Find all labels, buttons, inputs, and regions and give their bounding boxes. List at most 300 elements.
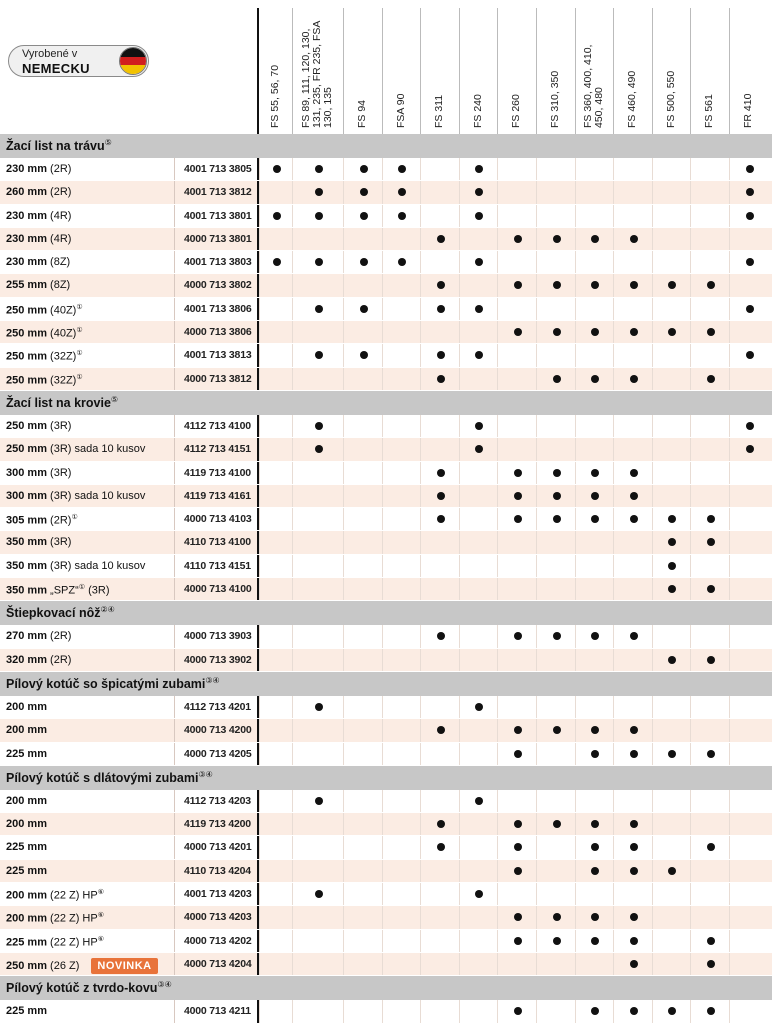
row-label: 200 mm (22 Z) HP⑥ [6, 912, 104, 925]
cell-divider [174, 555, 175, 577]
compat-cell [690, 368, 729, 390]
compat-cell [292, 625, 343, 647]
column-divider [729, 8, 730, 134]
compat-cell [459, 696, 497, 718]
compat-cell [259, 790, 292, 812]
compat-cell [652, 321, 690, 343]
section-title: Pílový kotúč s dlátovými zubami③④ [6, 769, 213, 785]
compat-cell [729, 415, 768, 437]
compat-cell [292, 906, 343, 928]
compat-cell [497, 836, 536, 858]
compat-cell [536, 813, 575, 835]
made-in-germany-badge [8, 45, 149, 77]
column-header: FS 500, 550 [664, 70, 677, 128]
row-label: 230 mm (4R) [6, 209, 72, 222]
compatible-dot [315, 188, 323, 196]
compatible-dot [398, 258, 406, 266]
compat-cell [420, 883, 459, 905]
compat-cell [382, 1000, 420, 1022]
part-number: 4001 713 3812 [184, 186, 252, 199]
compat-cell [729, 205, 768, 227]
compat-cell [536, 205, 575, 227]
section-header [0, 601, 772, 625]
compat-cell [259, 508, 292, 530]
row-label: 300 mm (3R) [6, 466, 72, 479]
compat-cell [652, 906, 690, 928]
compat-cell [259, 321, 292, 343]
compat-cell [536, 906, 575, 928]
compat-cell [292, 205, 343, 227]
compat-cell [420, 251, 459, 273]
german-flag-icon [119, 47, 147, 75]
compatible-dot [707, 960, 715, 968]
compat-cell [613, 415, 652, 437]
compatible-dot [360, 212, 368, 220]
row-label: 225 mm [6, 1005, 47, 1018]
compatible-dot [630, 726, 638, 734]
compat-cell [652, 274, 690, 296]
compat-cell [536, 298, 575, 320]
cell-divider [174, 883, 175, 905]
compat-cell [459, 205, 497, 227]
compat-cell [292, 181, 343, 203]
cell-divider [174, 860, 175, 882]
compat-cell [729, 860, 768, 882]
compat-cell [292, 508, 343, 530]
compatible-dot [707, 281, 715, 289]
compat-cell [690, 415, 729, 437]
compat-cell [613, 228, 652, 250]
section-title: Pílový kotúč so špicatými zubami③④ [6, 675, 220, 692]
row-label: 350 mm (3R) sada 10 kusov [6, 559, 146, 572]
compat-cell [536, 531, 575, 553]
cell-divider [174, 321, 175, 343]
compatible-dot [746, 445, 754, 453]
compat-cell [292, 438, 343, 460]
row-label: 200 mm [6, 700, 47, 713]
compatible-dot [475, 212, 483, 220]
compatible-dot [707, 937, 715, 945]
compat-cell [497, 578, 536, 600]
compatible-dot [591, 375, 599, 383]
compat-cell [690, 274, 729, 296]
compat-cell [536, 462, 575, 484]
compat-cell [497, 462, 536, 484]
part-number: 4112 713 4100 [184, 419, 251, 432]
compatible-dot [707, 1007, 715, 1015]
row-label: 250 mm (3R) sada 10 kusov [6, 443, 146, 456]
table-row [0, 696, 772, 719]
compat-cell [259, 158, 292, 180]
cell-divider [174, 508, 175, 530]
compatible-dot [437, 632, 445, 640]
compat-cell [536, 719, 575, 741]
compat-cell [613, 790, 652, 812]
section-header [0, 976, 772, 1000]
compat-cell [690, 790, 729, 812]
cell-divider [174, 368, 175, 390]
compatible-dot [630, 937, 638, 945]
compat-cell [259, 953, 292, 975]
compat-cell [382, 836, 420, 858]
compat-cell [292, 743, 343, 765]
compat-cell [690, 1000, 729, 1022]
table-row [0, 1000, 772, 1023]
compatible-dot [630, 375, 638, 383]
compatible-dot [707, 656, 715, 664]
table-row [0, 531, 772, 554]
compat-cell [652, 181, 690, 203]
compat-cell [343, 508, 382, 530]
compat-cell [382, 368, 420, 390]
compat-cell [343, 930, 382, 952]
table-row [0, 181, 772, 204]
compatible-dot [514, 726, 522, 734]
compat-cell [652, 813, 690, 835]
part-number: 4001 713 4203 [184, 888, 252, 901]
compat-cell [497, 649, 536, 671]
table-row [0, 228, 772, 251]
table-header [0, 0, 772, 134]
compat-cell [459, 228, 497, 250]
column-header: FS 460, 490 [626, 70, 638, 128]
compatible-dot [591, 750, 599, 758]
compat-cell [613, 274, 652, 296]
compat-cell [613, 953, 652, 975]
compatible-dot [630, 1007, 638, 1015]
compat-cell [729, 953, 768, 975]
compat-cell [382, 298, 420, 320]
compat-cell [575, 368, 613, 390]
compat-cell [382, 344, 420, 366]
compat-cell [292, 321, 343, 343]
compat-cell [536, 555, 575, 577]
compatible-dot [553, 820, 561, 828]
table-row [0, 813, 772, 836]
table-row [0, 625, 772, 648]
part-number: 4119 713 4161 [184, 489, 251, 502]
part-number: 4000 713 4203 [184, 911, 252, 924]
table-row [0, 578, 772, 601]
compat-cell [292, 485, 343, 507]
compat-cell [536, 438, 575, 460]
compat-cell [729, 462, 768, 484]
compat-cell [259, 906, 292, 928]
compatible-dot [273, 258, 281, 266]
table-row [0, 906, 772, 929]
compat-cell [729, 790, 768, 812]
compat-cell [420, 860, 459, 882]
compat-cell [575, 415, 613, 437]
compat-cell [292, 860, 343, 882]
table-row [0, 298, 772, 321]
compat-cell [729, 344, 768, 366]
column-divider [257, 8, 259, 134]
column-header: FS 240 [471, 94, 484, 128]
column-divider [459, 8, 460, 134]
compat-cell [497, 883, 536, 905]
compatible-dot [514, 492, 522, 500]
compatible-dot [315, 890, 323, 898]
compat-cell [382, 719, 420, 741]
compatible-dot [360, 305, 368, 313]
compat-cell [343, 228, 382, 250]
compatible-dot [630, 632, 638, 640]
table-row [0, 415, 772, 438]
compatible-dot [437, 820, 445, 828]
cell-divider [174, 251, 175, 273]
compat-cell [690, 625, 729, 647]
cell-divider [174, 438, 175, 460]
part-number: 4001 713 3806 [184, 302, 252, 315]
compat-cell [459, 555, 497, 577]
compat-cell [729, 298, 768, 320]
compat-cell [420, 578, 459, 600]
compat-cell [729, 228, 768, 250]
compat-cell [536, 228, 575, 250]
compat-cell [497, 531, 536, 553]
compatible-dot [514, 515, 522, 523]
section-title: Žací list na krovie⑤ [6, 394, 119, 411]
compat-cell [343, 813, 382, 835]
compat-cell [497, 508, 536, 530]
compatible-dot [315, 797, 323, 805]
compat-cell [613, 368, 652, 390]
compat-cell [459, 719, 497, 741]
compat-cell [497, 555, 536, 577]
compat-cell [729, 251, 768, 273]
compat-cell [690, 555, 729, 577]
part-number: 4000 713 4204 [184, 957, 252, 970]
compatible-dot [475, 797, 483, 805]
row-label: 225 mm [6, 747, 47, 760]
compat-cell [382, 438, 420, 460]
compat-cell [575, 578, 613, 600]
compat-cell [729, 813, 768, 835]
compat-cell [259, 625, 292, 647]
compat-cell [382, 930, 420, 952]
cell-divider [174, 953, 175, 975]
compatible-dot [707, 515, 715, 523]
compat-cell [729, 368, 768, 390]
compat-cell [575, 790, 613, 812]
row-label: 305 mm (2R)① [6, 514, 78, 527]
row-label: 225 mm [6, 864, 47, 877]
compat-cell [259, 860, 292, 882]
part-number: 4000 713 4100 [184, 583, 252, 596]
compatible-dot [553, 913, 561, 921]
row-label: 250 mm (32Z)① [6, 373, 83, 387]
compat-cell [575, 321, 613, 343]
compat-cell [292, 531, 343, 553]
compatible-dot [315, 422, 323, 430]
compat-cell [652, 790, 690, 812]
column-divider [652, 8, 653, 134]
compatible-dot [668, 515, 676, 523]
compatible-dot [315, 703, 323, 711]
compat-cell [690, 321, 729, 343]
compat-cell [382, 228, 420, 250]
compat-cell [575, 508, 613, 530]
cell-divider [174, 649, 175, 671]
compat-cell [292, 813, 343, 835]
compat-cell [652, 344, 690, 366]
compat-cell [292, 344, 343, 366]
column-header: FS 55, 56, 70 [269, 64, 281, 128]
column-header: FS 311 [433, 94, 445, 128]
compat-cell [690, 719, 729, 741]
compat-cell [536, 415, 575, 437]
compat-cell [497, 790, 536, 812]
part-number: 4000 713 4205 [184, 747, 252, 760]
compat-cell [729, 578, 768, 600]
compat-cell [729, 883, 768, 905]
compat-cell [343, 836, 382, 858]
part-number: 4112 713 4203 [184, 794, 251, 807]
compat-cell [536, 274, 575, 296]
table-row [0, 462, 772, 485]
compatible-dot [591, 1007, 599, 1015]
compat-cell [382, 485, 420, 507]
compat-cell [259, 462, 292, 484]
compat-cell [382, 251, 420, 273]
compat-cell [292, 415, 343, 437]
compat-cell [729, 719, 768, 741]
part-number: 4000 713 3903 [184, 630, 252, 643]
compatible-dot [315, 351, 323, 359]
part-number: 4000 713 3902 [184, 653, 252, 666]
cell-divider [174, 625, 175, 647]
compat-cell [343, 578, 382, 600]
cell-divider [174, 1000, 175, 1022]
compatible-dot [514, 820, 522, 828]
part-number: 4110 713 4100 [184, 536, 251, 549]
table-row [0, 508, 772, 531]
compatible-dot [553, 375, 561, 383]
compat-cell [259, 205, 292, 227]
row-label: 225 mm [6, 841, 47, 854]
compat-cell [382, 321, 420, 343]
compatible-dot [746, 351, 754, 359]
compat-cell [652, 205, 690, 227]
compat-cell [343, 1000, 382, 1022]
compat-cell [652, 930, 690, 952]
compat-cell [343, 368, 382, 390]
compat-cell [575, 836, 613, 858]
compatible-dot [437, 375, 445, 383]
compat-cell [536, 883, 575, 905]
row-label: 225 mm (22 Z) HP⑥ [6, 935, 104, 949]
compat-cell [652, 625, 690, 647]
compat-cell [259, 181, 292, 203]
compat-cell [690, 181, 729, 203]
row-label: 350 mm „SPZ“① (3R) [6, 584, 110, 597]
compatible-dot [630, 328, 638, 336]
compatible-dot [514, 469, 522, 477]
compatible-dot [437, 351, 445, 359]
part-number: 4119 713 4100 [184, 466, 251, 479]
compat-cell [497, 228, 536, 250]
compat-cell [459, 415, 497, 437]
cell-divider [174, 344, 175, 366]
column-divider [575, 8, 576, 134]
compatible-dot [591, 632, 599, 640]
compat-cell [343, 883, 382, 905]
compatible-dot [630, 235, 638, 243]
part-number: 4000 713 3801 [184, 232, 252, 245]
compat-cell [729, 274, 768, 296]
compat-cell [459, 531, 497, 553]
compat-cell [497, 860, 536, 882]
compat-cell [613, 205, 652, 227]
compatible-dot [475, 188, 483, 196]
compatible-dot [475, 305, 483, 313]
part-number: 4000 713 4200 [184, 724, 252, 737]
compatible-dot [273, 165, 281, 173]
compat-cell [343, 415, 382, 437]
compat-cell [575, 813, 613, 835]
cell-divider [174, 813, 175, 835]
compat-cell [652, 578, 690, 600]
compat-cell [382, 953, 420, 975]
compat-cell [343, 205, 382, 227]
compat-cell [292, 298, 343, 320]
compatible-dot [630, 843, 638, 851]
compatible-dot [746, 165, 754, 173]
table-row [0, 860, 772, 883]
compat-cell [497, 274, 536, 296]
compat-cell [729, 485, 768, 507]
compat-cell [613, 508, 652, 530]
new-badge: NOVINKA [91, 958, 157, 974]
compat-cell [613, 158, 652, 180]
compat-cell [536, 953, 575, 975]
compatible-dot [591, 726, 599, 734]
compat-cell [536, 251, 575, 273]
compatible-dot [630, 750, 638, 758]
compatible-dot [746, 258, 754, 266]
compat-cell [613, 696, 652, 718]
compatible-dot [360, 351, 368, 359]
compat-cell [382, 578, 420, 600]
compat-cell [690, 836, 729, 858]
compatible-dot [315, 165, 323, 173]
row-label: 350 mm (3R) [6, 536, 72, 549]
compat-cell [259, 531, 292, 553]
compatible-dot [591, 328, 599, 336]
compatible-dot [475, 445, 483, 453]
compat-cell [259, 836, 292, 858]
compat-cell [729, 906, 768, 928]
compat-cell [497, 719, 536, 741]
compat-cell [536, 508, 575, 530]
compatible-dot [553, 515, 561, 523]
compatible-dot [668, 585, 676, 593]
compat-cell [652, 298, 690, 320]
compat-cell [420, 743, 459, 765]
compat-cell [343, 298, 382, 320]
compat-cell [536, 743, 575, 765]
compat-cell [729, 743, 768, 765]
compat-cell [652, 836, 690, 858]
compat-cell [690, 696, 729, 718]
compatible-dot [514, 235, 522, 243]
column-header: FS 94 [356, 99, 368, 128]
compat-cell [690, 508, 729, 530]
compat-cell [459, 462, 497, 484]
compat-cell [382, 462, 420, 484]
compat-cell [382, 555, 420, 577]
